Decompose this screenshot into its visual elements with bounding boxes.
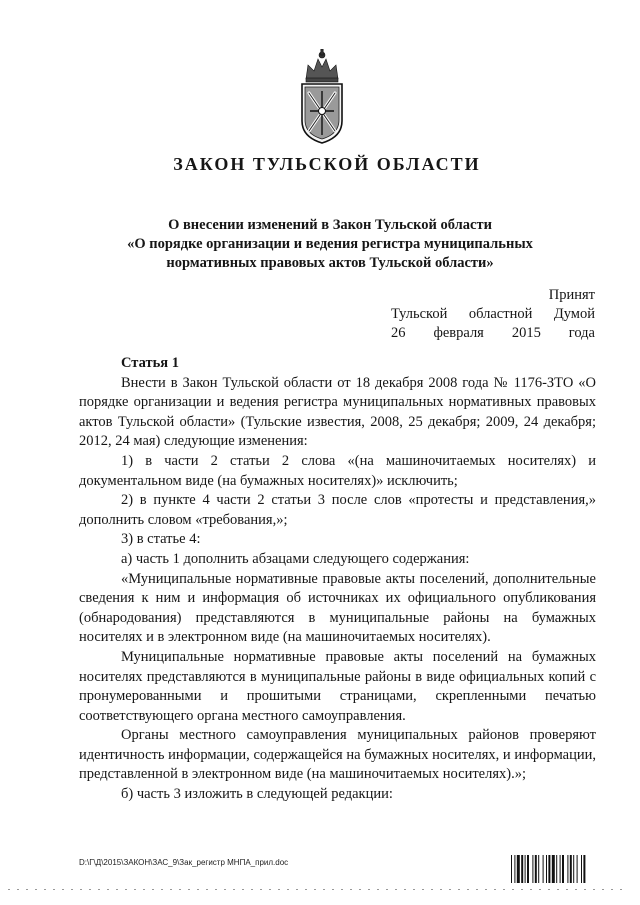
adopted-date-part: 2015	[511, 325, 541, 341]
adopted-date-part: года	[568, 325, 595, 341]
article-body	[79, 354, 596, 805]
coat-of-arms-emblem	[296, 49, 348, 145]
file-path-footer: D:\Г\Д\2015\ЗАКОН\ЗАС_9\Зак_регистр МНПА_прил.doc	[79, 858, 289, 867]
article-paragraph: а) часть 1 дополнить абзацами следующего содержания:	[121, 550, 470, 567]
scan-noise-dots	[8, 888, 628, 892]
article-paragraph: Органы местного самоуправления муниципальных районов проверяют идентичность информации, содержащейся на бумажных носителях, и информации, представленной в электронном виде (на машиночитаемых носителях).»;	[79, 727, 596, 783]
adopted-date-part: февраля	[433, 325, 484, 341]
article-paragraph: 1) в части 2 статьи 2 слова «(на машиночитаемых носителях) и документальном виде (на бумажных носителях)» исключить;	[79, 452, 596, 489]
article-heading: Статья 1	[121, 355, 179, 371]
subject-line: О внесении изменений в Закон Тульской области	[168, 217, 492, 233]
article-paragraph: 2) в пункте 4 части 2 статьи 3 после слов «протесты и представления,» дополнить словом «требования,»;	[79, 492, 596, 528]
subject-line: «О порядке организации и ведения регистра муниципальных	[127, 236, 533, 252]
adopted-word: областной	[468, 306, 533, 322]
adoption-block	[391, 286, 595, 343]
adopted-word: Думой	[553, 306, 595, 322]
adopted-label: Принят	[548, 287, 595, 303]
article-paragraph: 3) в статье 4:	[121, 531, 201, 548]
adopted-date-line	[391, 324, 595, 343]
article-paragraph: Муниципальные нормативные правовые акты поселений на бумажных носителях представляются в муниципальные районы в виде официальных копий с пронумерованными и прошитыми страницами, скрепленными печатью соответствующего органа местного самоуправления.	[79, 648, 596, 724]
adopted-date-part: 26	[391, 325, 406, 341]
article-paragraph: Внести в Закон Тульской области от 18 декабря 2008 года № 1176-ЗТО «О порядке организации и ведения регистра муниципальных нормативных правовых актов Тульской области» (Тульские известия, 2008, 25 декабря; 2009, 24 декабря; 2012, 24 мая) следующие изменения:	[79, 374, 596, 450]
barcode-image	[511, 855, 617, 883]
article-paragraph: «Муниципальные нормативные правовые акты поселений, дополнительные сведения к ним и информация об источниках их официального опубликования (обнародования) представляются в муниципальные районы на бумажных носителях и в электронном виде (на машиночитаемых носителях).	[79, 570, 596, 646]
adopted-by-line	[391, 305, 595, 324]
adopted-word: Тульской	[391, 306, 448, 322]
law-title: ЗАКОН ТУЛЬСКОЙ ОБЛАСТИ	[173, 154, 481, 174]
subject-line: нормативных правовых актов Тульской области»	[166, 255, 494, 271]
law-subject-heading	[100, 216, 560, 273]
article-paragraph: б) часть 3 изложить в следующей редакции:	[121, 786, 393, 803]
